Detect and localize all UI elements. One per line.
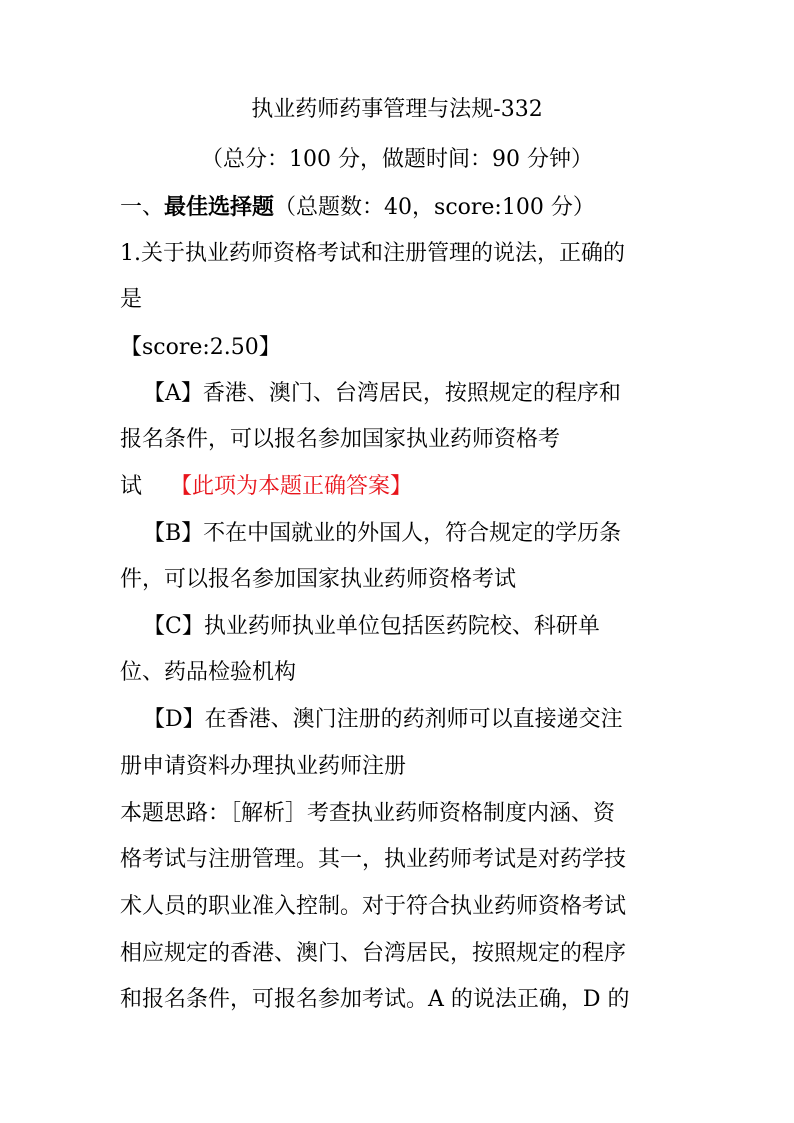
page-subtitle: （总分：100 分，做题时间：90 分钟） (201, 147, 593, 172)
question-stem-line1: 1.关于执业药师资格考试和注册管理的说法，正确的 (120, 241, 625, 266)
correct-answer-mark: 【此项为本题正确答案】 (170, 474, 413, 499)
option-b-line2: 件，可以报名参加国家执业药师资格考试 (120, 567, 517, 592)
option-d-line2: 册申请资料办理执业药师注册 (120, 754, 407, 779)
section-meta: （总题数：40，score:100 分） (274, 195, 595, 220)
section-prefix: 一、 (120, 195, 165, 220)
option-d-line1: 【D】在香港、澳门注册的药剂师可以直接递交注 (143, 707, 623, 732)
analysis-line: 和报名条件，可报名参加考试。A 的说法正确，D 的 (120, 987, 630, 1012)
analysis-line: 格考试与注册管理。其一，执业药师考试是对药学技 (120, 847, 627, 872)
page-title: 执业药师药事管理与法规-332 (251, 97, 543, 122)
analysis-line: 术人员的职业准入控制。对于符合执业药师资格考试 (120, 894, 627, 919)
analysis-line: 相应规定的香港、澳门、台湾居民，按照规定的程序 (120, 941, 627, 966)
option-a-line3 (120, 472, 680, 502)
section-name: 最佳选择题 (164, 194, 275, 220)
option-c-line1: 【C】执业药师执业单位包括医药院校、科研单 (143, 614, 600, 639)
option-a-line2: 报名条件，可以报名参加国家执业药师资格考 (120, 427, 561, 452)
option-b-line1: 【B】不在中国就业的外国人，符合规定的学历条 (143, 521, 622, 546)
question-stem-line2: 是 (120, 287, 143, 312)
option-a-line3-text: 试 (120, 474, 143, 499)
option-c-line2: 位、药品检验机构 (120, 660, 297, 685)
section-heading (120, 192, 680, 223)
analysis-line: 本题思路：［解析］考查执业药师资格制度内涵、资 (120, 801, 616, 826)
question-score: 【score:2.50】 (120, 335, 281, 360)
option-a-line1: 【A】香港、澳门、台湾居民，按照规定的程序和 (143, 381, 621, 406)
